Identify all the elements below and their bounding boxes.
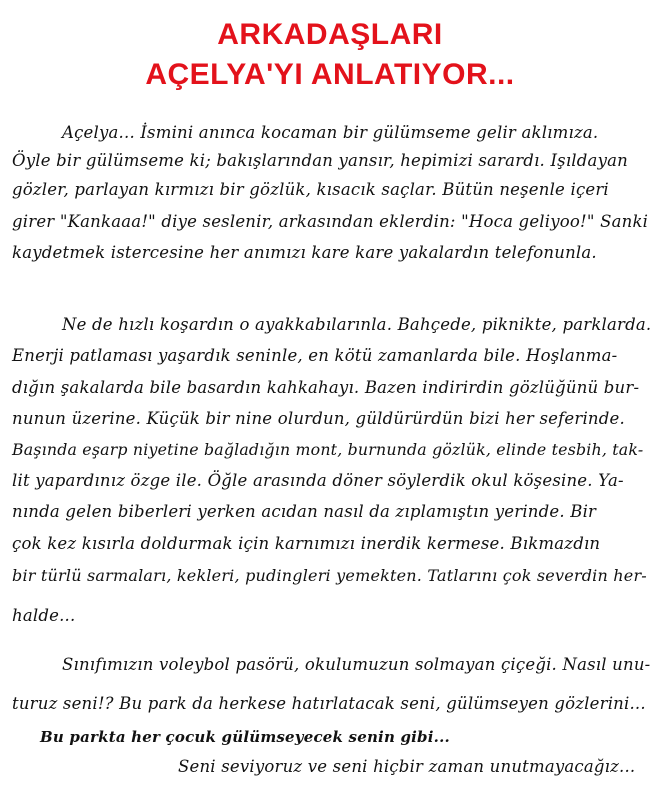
text-line: Enerji patlaması yaşardık seninle, en kötü zamanlarda bile. Hoşlanma-: [12, 346, 618, 365]
text-line: Başında eşarp niyetine bağladığın mont, burnunda gözlük, elinde tesbih, tak-: [12, 440, 644, 459]
text-line: Ne de hızlı koşardın o ayakkabılarınla. Bahçede, piknikte, parklarda.: [62, 315, 652, 334]
text-line: çok kez kısırla doldurmak için karnımızı inerdik kermese. Bıkmazdın: [12, 534, 601, 553]
text-line: nında gelen biberleri yerken acıdan nasıl da zıplamıştın yerinde. Bir: [12, 502, 597, 521]
text-line: gözler, parlayan kırmızı bir gözlük, kısacık saçlar. Bütün neşenle içeri: [12, 180, 609, 199]
text-line: Açelya... İsmini anınca kocaman bir gülümseme gelir aklımıza.: [62, 123, 599, 142]
text-line: lit yapardınız özge ile. Öğle arasında döner söylerdik okul köşesine. Ya-: [12, 471, 624, 490]
text-line: Seni seviyoruz ve seni hiçbir zaman unutmayacağız...: [178, 757, 636, 776]
text-line: nunun üzerine. Küçük bir nine olurdun, güldürürdün bizi her seferinde.: [12, 409, 625, 428]
text-line: halde...: [12, 606, 76, 625]
text-line: Bu parkta her çocuk gülümseyecek senin gibi...: [40, 728, 450, 746]
text-line: Öyle bir gülümseme ki; bakışlarından yansır, hepimizi sarardı. Işıldayan: [12, 151, 628, 170]
text-line: girer "Kankaaa!" diye seslenir, arkasından eklerdin: "Hoca geliyoo!" Sanki: [12, 212, 649, 231]
text-line: dığın şakalarda bile basardın kahkahayı. Bazen indirirdin gözlüğünü bur-: [12, 378, 640, 397]
text-line: turuz seni!? Bu park da herkese hatırlatacak seni, gülümseyen gözlerini...: [12, 694, 646, 713]
text-line: Sınıfımızın voleybol pasörü, okulumuzun solmayan çiçeği. Nasıl unu-: [62, 655, 651, 674]
text-line: bir türlü sarmaları, kekleri, pudingleri yemekten. Tatlarını çok severdin her-: [12, 566, 647, 585]
page-title-line-2: AÇELYA'YI ANLATIYOR...: [145, 58, 515, 91]
page-title-line-1: ARKADAŞLARI: [217, 18, 443, 51]
text-line: kaydetmek istercesine her anımızı kare kare yakalardın telefonunla.: [12, 243, 597, 262]
